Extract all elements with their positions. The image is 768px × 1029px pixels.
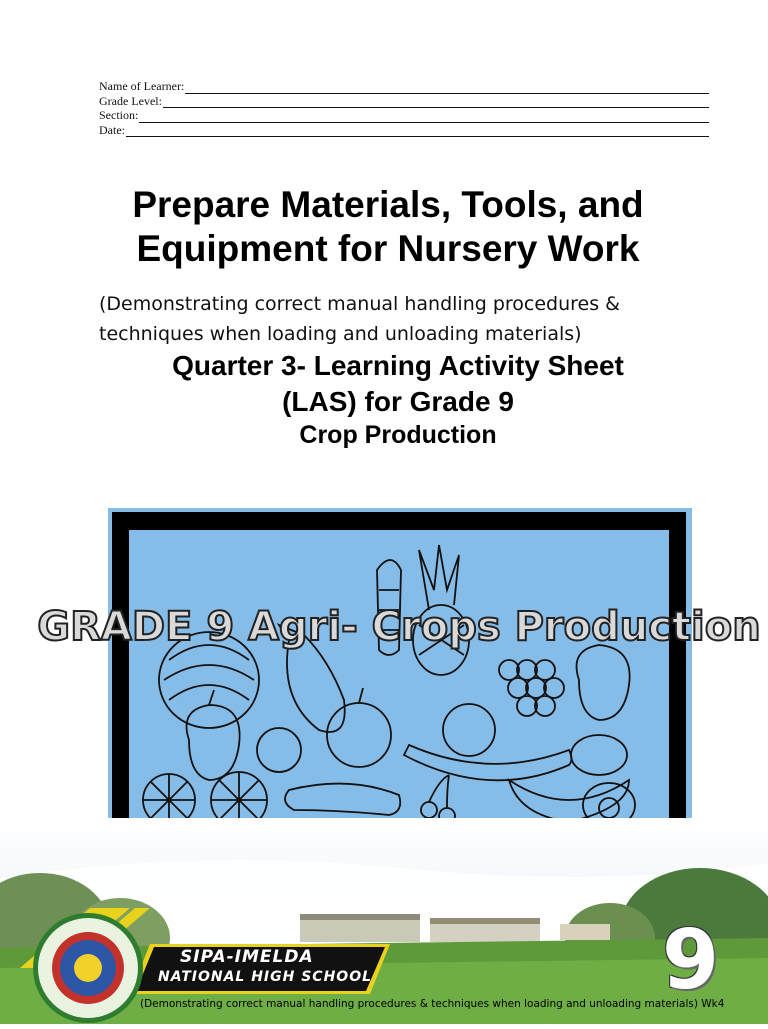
title-line-1: Prepare Materials, Tools, and: [132, 184, 644, 225]
quarter-heading: [98, 348, 698, 420]
document-title: [60, 183, 716, 271]
title-line-2: Equipment for Nursery Work: [136, 228, 640, 269]
footer-caption: (Demonstrating correct manual handling procedures & techniques when loading and unloading materials) Wk4: [140, 998, 725, 1010]
subtitle-line-2: techniques when loading and unloading materials): [99, 323, 582, 345]
cover-illustration: [37, 508, 761, 864]
grade-number: 9: [662, 913, 720, 1008]
cover-inner-panel: [37, 530, 761, 842]
document-subtitle: [99, 289, 719, 349]
school-name-line-2: NATIONAL HIGH SCHOOL: [158, 969, 373, 985]
school-photo-footer: [0, 818, 768, 1024]
section-line[interactable]: [139, 112, 709, 123]
name-of-learner-line[interactable]: [185, 83, 709, 94]
grade-level-label: Grade Level:: [99, 93, 162, 108]
quarter-line-1: Quarter 3- Learning Activity Sheet: [172, 350, 624, 381]
cover-title-text: GRADE 9 Agri- Crops Production: [37, 604, 761, 650]
subject-heading: Crop Production: [299, 421, 497, 449]
subtitle-line-1: (Demonstrating correct manual handling procedures &: [99, 293, 620, 315]
quarter-line-2: (LAS) for Grade 9: [282, 386, 514, 417]
grade-level-row: [99, 94, 709, 109]
name-of-learner-label: Name of Learner:: [99, 79, 185, 93]
school-campus-photo: [0, 818, 768, 1024]
section-row: [99, 108, 709, 123]
date-row: [99, 123, 709, 138]
grade-level-line[interactable]: [163, 97, 709, 108]
school-name-line-1: SIPA-IMELDA: [180, 947, 314, 967]
cover-frame: [37, 512, 761, 858]
section-label: Section:: [99, 108, 139, 123]
learner-info-form: [99, 79, 709, 137]
fruit-vegetable-drawing: [37, 530, 761, 842]
name-of-learner-row: [99, 79, 709, 94]
date-line[interactable]: [126, 126, 709, 137]
date-label: Date:: [99, 122, 125, 137]
